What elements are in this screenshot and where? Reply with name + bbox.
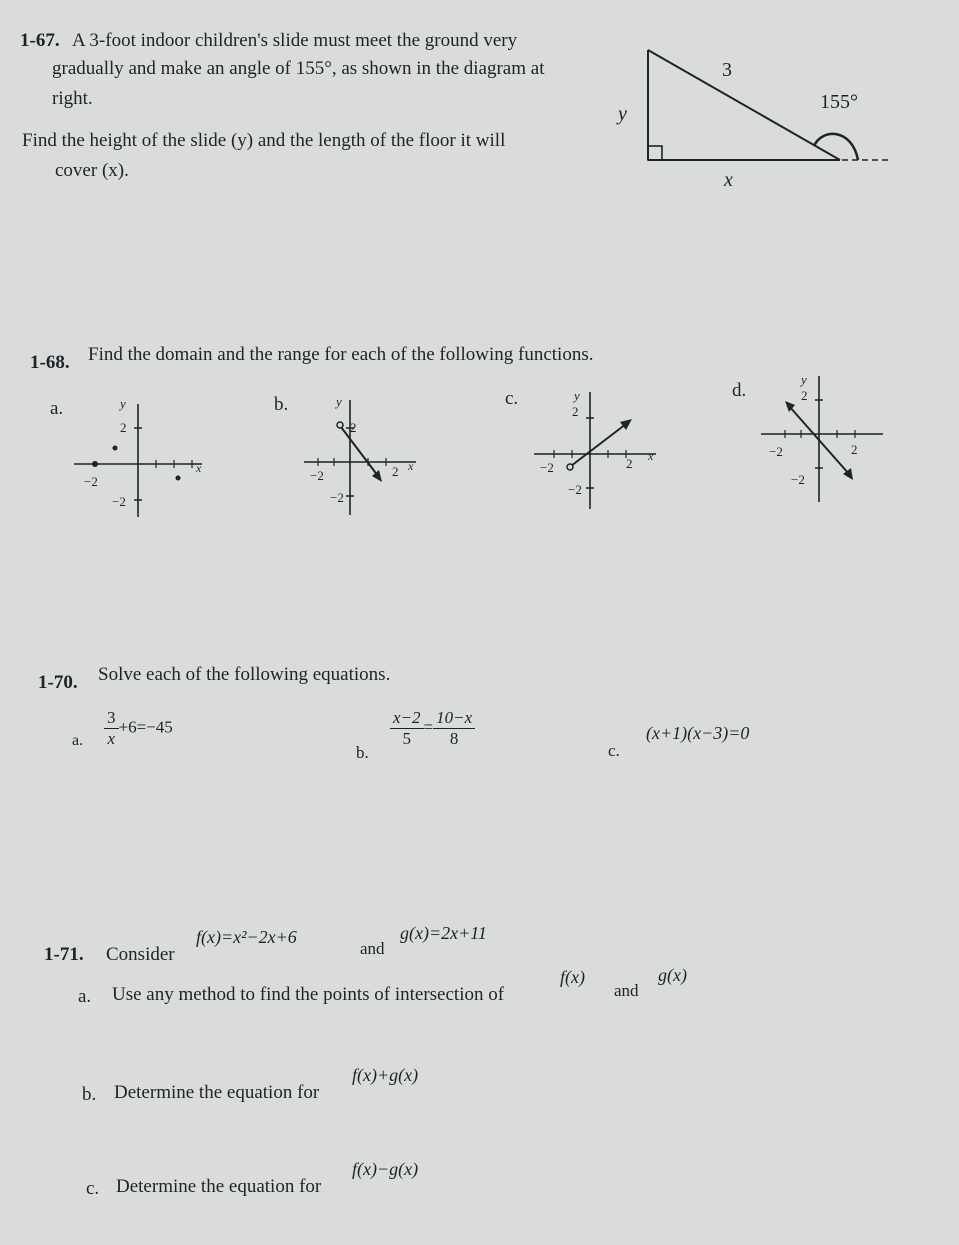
graph-b-tick-top: 2 xyxy=(350,420,357,435)
equation-a-label: a. xyxy=(72,732,84,749)
part-a-f: f(x) xyxy=(560,967,585,987)
equation-b-numerator-right: 10−x xyxy=(433,708,475,729)
graph-b-tick-right: 2 xyxy=(392,464,399,479)
graph-a-label: a. xyxy=(50,398,64,419)
problem-1-70-number: 1-70. xyxy=(38,672,78,693)
equation-a-rest: +6=−45 xyxy=(118,717,173,737)
part-a-g: g(x) xyxy=(658,965,687,985)
part-c-label: c. xyxy=(86,1178,100,1199)
slide-triangle-diagram xyxy=(590,20,900,200)
problem-1-67-number: 1-67. xyxy=(20,30,60,51)
graph-c xyxy=(530,384,670,514)
function-f-definition: f(x)=x²−2x+6 xyxy=(196,927,297,947)
equation-b-denominator-right: 8 xyxy=(449,729,459,748)
part-b-expression: f(x)+g(x) xyxy=(352,1065,419,1085)
problem-1-71-number: 1-71. xyxy=(44,944,84,965)
equation-b-equals: = xyxy=(423,717,434,737)
problem-1-67-question-line1: Find the height of the slide (y) and the length of the floor it will xyxy=(22,130,506,151)
function-g-definition: g(x)=2x+11 xyxy=(400,923,487,943)
graph-b xyxy=(300,390,430,520)
graph-c-tick-top: 2 xyxy=(572,404,579,419)
graph-d-label: d. xyxy=(732,380,747,401)
graph-a xyxy=(70,392,210,522)
problem-1-67-line1: A 3-foot indoor children's slide must meet the ground very xyxy=(72,30,518,51)
graph-d xyxy=(755,370,890,510)
part-b-label: b. xyxy=(82,1084,97,1105)
part-a-label: a. xyxy=(78,986,92,1007)
graph-b-label: b. xyxy=(274,394,289,415)
part-b-text: Determine the equation for xyxy=(114,1082,320,1103)
graph-c-y-axis: y xyxy=(574,388,580,403)
problem-1-71-and: and xyxy=(360,939,385,958)
graph-d-tick-top: 2 xyxy=(801,388,808,403)
equation-b-numerator-left: x−2 xyxy=(390,708,424,729)
part-c-expression: f(x)−g(x) xyxy=(352,1159,419,1179)
graph-d-tick-left: −2 xyxy=(769,444,783,459)
graph-a-tick-bottom: −2 xyxy=(112,494,126,509)
equation-a-numerator: 3 xyxy=(104,708,119,729)
problem-1-71-consider: Consider xyxy=(106,944,175,965)
part-a-text: Use any method to find the points of intersection of xyxy=(112,984,505,1005)
problem-1-67-line2: gradually and make an angle of 155°, as shown in the diagram at xyxy=(52,58,545,79)
graph-a-tick-left: −2 xyxy=(84,474,98,489)
equation-a xyxy=(104,708,173,749)
equation-b-label: b. xyxy=(356,743,369,762)
angle-label: 155° xyxy=(820,91,858,113)
graph-b-tick-bottom: −2 xyxy=(330,490,344,505)
problem-1-67-line3: right. xyxy=(52,88,93,109)
graph-c-x-axis: x xyxy=(648,449,654,463)
graph-a-tick-top: 2 xyxy=(120,420,127,435)
graph-b-x-axis: x xyxy=(408,459,414,473)
equation-a-denominator: x xyxy=(107,729,116,748)
problem-1-68-number: 1-68. xyxy=(30,352,70,373)
part-c-text: Determine the equation for xyxy=(116,1176,322,1197)
graph-c-tick-left: −2 xyxy=(540,460,554,475)
equation-c: (x+1)(x−3)=0 xyxy=(646,723,750,743)
equation-b-denominator-left: 5 xyxy=(402,729,412,748)
hypotenuse-label: 3 xyxy=(722,59,732,81)
graph-a-y-axis: y xyxy=(120,396,126,411)
graph-d-tick-right: 2 xyxy=(851,442,858,457)
base-label: x xyxy=(724,169,733,191)
graph-b-tick-left: −2 xyxy=(310,468,324,483)
problem-1-70-text: Solve each of the following equations. xyxy=(98,664,391,685)
part-a-and: and xyxy=(614,981,639,1000)
height-label: y xyxy=(618,103,627,125)
graph-b-y-axis: y xyxy=(336,394,342,409)
equation-c-label: c. xyxy=(608,741,620,760)
problem-1-67-question-line2: cover (x). xyxy=(55,160,129,181)
graph-c-tick-right: 2 xyxy=(626,456,633,471)
problem-1-68-text: Find the domain and the range for each of the following functions. xyxy=(88,344,594,365)
graph-a-x-axis: x xyxy=(196,461,202,475)
graph-d-y-axis: y xyxy=(801,372,807,387)
equation-b xyxy=(390,708,475,749)
graph-c-label: c. xyxy=(505,388,519,409)
graph-d-tick-bottom: −2 xyxy=(791,472,805,487)
graph-c-tick-bottom: −2 xyxy=(568,482,582,497)
